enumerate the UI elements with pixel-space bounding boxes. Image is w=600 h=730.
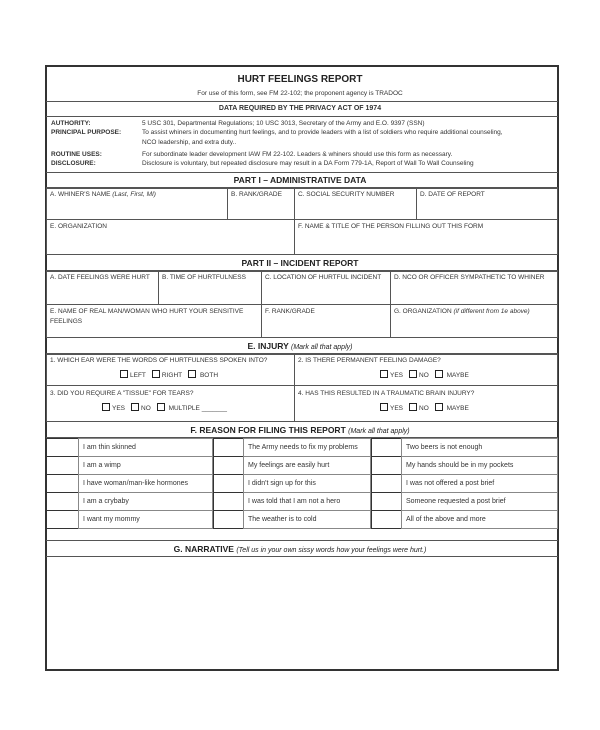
date-hurt-label: A. DATE FEELINGS WERE HURT: [50, 274, 150, 281]
part1-header: PART I – ADMINISTRATIVE DATA: [233, 175, 367, 185]
injury-header: E. INJURY (Mark all that apply): [247, 341, 353, 351]
reason-checkbox[interactable]: [213, 456, 244, 475]
checkbox[interactable]: [131, 403, 139, 411]
purpose-text-cont: NCO leadership, and extra duty..: [142, 139, 237, 146]
reason-label-cell: [243, 492, 371, 511]
offender-name-label-cont: FEELINGS: [50, 318, 83, 325]
q1-label: 1. WHICH EAR WERE THE WORDS OF HURTFULNESS SPOKEN INTO?: [50, 357, 268, 364]
purpose-text: To assist whiners in documenting hurt feelings, and to provide leaders with a list of soldiers who require additional counseling,: [142, 129, 503, 136]
q2-label: 2. IS THERE PERMANENT FEELING DAMAGE?: [298, 357, 441, 364]
offender-rank-label: F. RANK/GRADE: [265, 308, 315, 315]
narrative-textarea[interactable]: [48, 558, 556, 668]
time-label: B. TIME OF HURTFULNESS: [162, 274, 246, 281]
filler-name-label: F. NAME & TITLE OF THE PERSON FILLING OUT THIS FORM: [298, 223, 484, 230]
reason-label-cell: [401, 492, 558, 511]
sympathetic-nco-label: D. NCO OR OFFICER SYMPATHETIC TO WHINER: [394, 274, 545, 281]
ssn-label: C. SOCIAL SECURITY NUMBER: [298, 191, 395, 198]
checkbox[interactable]: [435, 403, 443, 411]
q3-options[interactable]: YES NO MULTIPLE _______: [96, 403, 227, 412]
purpose-label: PRINCIPAL PURPOSE:: [51, 129, 122, 136]
reason-checkbox[interactable]: [213, 438, 244, 457]
checkbox[interactable]: [120, 370, 128, 378]
reason-checkbox[interactable]: [46, 492, 79, 511]
part2-header: PART II – INCIDENT REPORT: [241, 258, 359, 268]
reason-label: I have woman/man-like hormones: [83, 480, 189, 487]
disclosure-text: Disclosure is voluntary, but repeated disclosure may result in a DA Form 779-1A, Report of Wall To Wall Counseling: [142, 160, 474, 167]
reason-checkbox[interactable]: [46, 510, 79, 529]
reason-checkbox[interactable]: [371, 438, 402, 457]
reason-header: F. REASON FOR FILING THIS REPORT (Mark all that apply): [190, 425, 410, 435]
reason-checkbox[interactable]: [213, 474, 244, 493]
reason-checkbox[interactable]: [371, 456, 402, 475]
reason-checkbox[interactable]: [371, 474, 402, 493]
reason-label: Two beers is not enough: [406, 444, 483, 451]
reason-label-cell: [243, 456, 371, 475]
checkbox[interactable]: [188, 370, 196, 378]
authority-text: 5 USC 301, Departmental Regulations; 10 USC 3013, Secretary of the Army and E.O. 9397 (SSN): [142, 120, 425, 127]
reason-label: The Army needs to fix my problems: [248, 444, 358, 451]
reason-label: I didn't sign up for this: [248, 480, 316, 487]
reason-label-cell: [243, 438, 371, 457]
offender-org-label: G. ORGANIZATION (if different from 1e above): [394, 308, 530, 315]
reason-label: I am a crybaby: [83, 498, 129, 505]
reason-label: My feelings are easily hurt: [248, 462, 330, 469]
reason-checkbox[interactable]: [213, 492, 244, 511]
reason-label: Someone requested a post brief: [406, 498, 506, 505]
form-title: HURT FEELINGS REPORT: [237, 74, 363, 85]
reason-label-cell: [401, 474, 558, 493]
reason-label-cell: [78, 438, 213, 457]
reason-label-cell: [78, 492, 213, 511]
reason-label: I want my mommy: [83, 516, 140, 523]
reason-checkbox[interactable]: [46, 438, 79, 457]
q2-options[interactable]: YES NO MAYBE: [374, 370, 469, 379]
form-subtitle: For use of this form, see FM 22-102; the proponent agency is TRADOC: [197, 90, 403, 97]
location-label: C. LOCATION OF HURTFUL INCIDENT: [265, 274, 382, 281]
routine-uses-label: ROUTINE USES:: [51, 151, 102, 158]
privacy-header: DATA REQUIRED BY THE PRIVACY ACT OF 1974: [218, 105, 382, 112]
checkbox[interactable]: [409, 370, 417, 378]
reason-label: The weather is to cold: [248, 516, 317, 523]
checkbox[interactable]: [380, 403, 388, 411]
reason-label: All of the above and more: [406, 516, 486, 523]
reason-checkbox[interactable]: [46, 456, 79, 475]
reason-label-cell: [401, 510, 558, 529]
reason-label-cell: [78, 474, 213, 493]
reason-label: I was told that I am not a hero: [248, 498, 341, 505]
q1-options[interactable]: LEFT RIGHT BOTH: [114, 370, 218, 379]
reason-checkbox[interactable]: [371, 492, 402, 511]
date-label: D. DATE OF REPORT: [420, 191, 485, 198]
disclosure-label: DISCLOSURE:: [51, 160, 96, 167]
reason-label: I was not offered a post brief: [406, 480, 495, 487]
checkbox[interactable]: [380, 370, 388, 378]
rank-label: B. RANK/GRADE: [231, 191, 282, 198]
q4-label: 4. HAS THIS RESULTED IN A TRAUMATIC BRAIN INJURY?: [298, 390, 475, 397]
checkbox[interactable]: [157, 403, 165, 411]
q4-options[interactable]: YES NO MAYBE: [374, 403, 469, 412]
checkbox[interactable]: [102, 403, 110, 411]
checkbox[interactable]: [152, 370, 160, 378]
reason-label: I am thin skinned: [83, 444, 136, 451]
whiner-name-label: A. WHINER'S NAME (Last, First, MI): [50, 191, 156, 198]
reason-checkbox[interactable]: [46, 474, 79, 493]
reason-label-cell: [243, 510, 371, 529]
reason-label: I am a wimp: [83, 462, 121, 469]
checkbox[interactable]: [435, 370, 443, 378]
reason-label-cell: [78, 510, 213, 529]
reason-label-cell: [243, 474, 371, 493]
q3-label: 3. DID YOU REQUIRE A "TISSUE" FOR TEARS?: [50, 390, 194, 397]
reason-label-cell: [78, 456, 213, 475]
reason-checkbox[interactable]: [213, 510, 244, 529]
reason-checkbox[interactable]: [371, 510, 402, 529]
offender-name-label: E. NAME OF REAL MAN/WOMAN WHO HURT YOUR SENSITIVE: [50, 308, 244, 315]
authority-label: AUTHORITY:: [51, 120, 91, 127]
reason-label-cell: [401, 456, 558, 475]
organization-label: E. ORGANIZATION: [50, 223, 107, 230]
reason-label-cell: [401, 438, 558, 457]
checkbox[interactable]: [409, 403, 417, 411]
narrative-header: G. NARRATIVE (Tell us in your own sissy words how your feelings were hurt.): [173, 544, 427, 554]
routine-uses-text: For subordinate leader development IAW FM 22-102. Leaders & whiners should use this form as necessary.: [142, 151, 453, 158]
reason-label: My hands should be in my pockets: [406, 462, 514, 469]
